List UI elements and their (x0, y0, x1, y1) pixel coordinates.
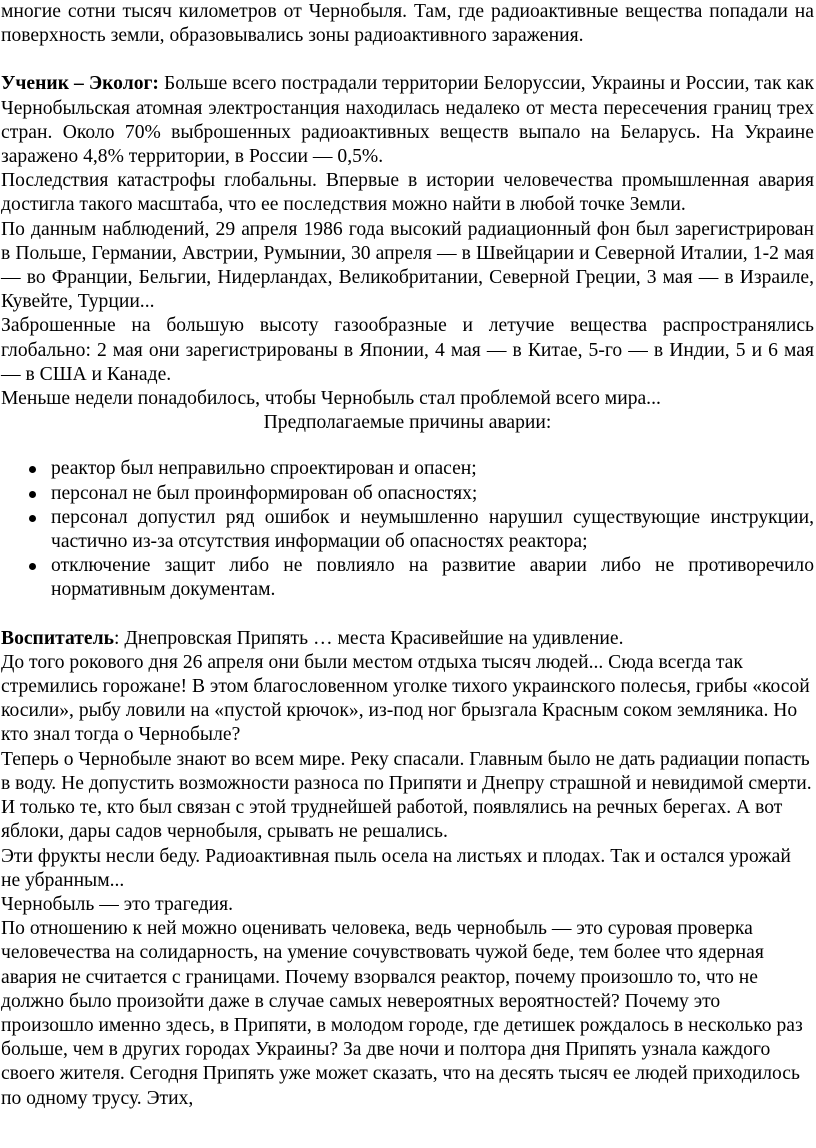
teacher-paragraph: Воспитатель: Днепровская Припять … места Красивейшие на удивление. (1, 627, 624, 649)
river-paragraph: Теперь о Чернобыле знают во всем мире. Реку спасали. Главным было не дать радиации попасть в воду. Не допустить возможности разноса по Припяти и Днепру страшной и невидимой смерти. И только те, кто был связан с этой труднейшей работой, появлялись на речных берегах. А вот яблоки, дары садов чернобыля, срывать не решались. (1, 748, 812, 843)
ecologist-speaker-label: Ученик – Эколог: (1, 73, 159, 95)
list-item: персонал допустил ряд ошибок и неумышленно нарушил существующие инструкции, частично из-за отсутствия информации об опасностях реактора; (1, 506, 814, 554)
ecologist-paragraph (1, 72, 814, 169)
list-item: реактор был неправильно спроектирован и опасен; (1, 457, 814, 481)
spacer (1, 435, 814, 457)
intro-paragraph: многие сотни тысяч километров от Чернобыля. Там, где радиоактивные вещества попадали на поверхность земли, образовывались зоны радиоактивного заражения. (1, 1, 814, 47)
bullet-icon (29, 491, 36, 498)
bullet-icon (29, 515, 36, 522)
fruits-paragraph: Эти фрукты несли беду. Радиоактивная пыль осела на листьях и плодах. Так и остался урожай не убранным... (1, 845, 791, 891)
teacher-text: Днепровская Припять … места Красивейшие на удивление. (119, 627, 624, 649)
observations-paragraph: По данным наблюдений, 29 апреля 1986 года высокий радиационный фон был зарегистрирован в Польше, Германии, Австрии, Румынии, 30 апреля — в Швейцарии и Северной Италии, 1-2 мая — во Франции, Бельгии, Нидерландах, Великобритании, Северной Греции, 3 мая — в Израиле, Кувейте, Турции... (1, 218, 814, 313)
spacer (1, 603, 814, 627)
tragedy-paragraph: Чернобыль — это трагедия. (1, 893, 234, 915)
ecologist-text: Больше всего пострадали территории Белоруссии, Украины и России, так как Чернобыльская атомная электростанция находилась недалеко от места пересечения границ трех стран. Около 70% выброшенных радиоактивных веществ выпало на Беларусь. На Украине заражено 4,8% территории, в России — 0,5%. (1, 73, 814, 168)
bullet-icon (29, 466, 36, 473)
spacer (1, 48, 814, 72)
causes-heading: Предполагаемые причины аварии: (263, 412, 552, 434)
teacher-speaker-label: Воспитатель (1, 627, 114, 649)
world-problem-paragraph: Меньше недели понадобилось, чтобы Чернобыль стал проблемой всего мира... (1, 388, 661, 410)
global-spread-paragraph: Заброшенные на большую высоту газообразные и летучие вещества распространялись глобально: 2 мая они зарегистрированы в Японии, 4 мая — в Китае, 5-го — в Индии, 5 и 6 мая — в США и Канаде. (1, 315, 814, 385)
bullet-icon (29, 563, 36, 570)
consequences-paragraph: Последствия катастрофы глобальны. Впервые в истории человечества промышленная авария достигла такого масштаба, что ее последствия можно найти в любой точке Земли. (1, 170, 814, 216)
solidarity-paragraph: По отношению к ней можно оценивать человека, ведь чернобыль — это суровая проверка человечества на солидарность, на умение сочувствовать чужой беде, тем более что ядерная авария не считается с границами. Почему взорвался реактор, почему произошло то, что не должно было произойти даже в случае самых невероятных вероятностей? Почему это произошло именно здесь, в Припяти, в молодом городе, где детишек рождалось в несколько раз больше, чем в других городах Украины? За две ночи и полтора дня Припять узнала каждого своего жителя. Сегодня Припять уже может сказать, что на десять тысяч ее людей приходилось по одному трусу. Этих, (1, 918, 803, 1109)
list-item: отключение защит либо не повлияло на развитие аварии либо не противоречило нормативным документам. (1, 554, 814, 602)
causes-list (1, 457, 814, 602)
fateful-day-paragraph: До того рокового дня 26 апреля они были местом отдыха тысяч людей... Сюда всегда так стремились горожане! В этом благословенном уголке тихого украинского полесья, грибы «косой косили», рыбу ловили на «пустой крючок», из-под ног брызгала Красным соком земляника. Но кто знал тогда о Чернобыле? (1, 651, 810, 746)
list-item: персонал не был проинформирован об опасностях; (1, 482, 814, 506)
